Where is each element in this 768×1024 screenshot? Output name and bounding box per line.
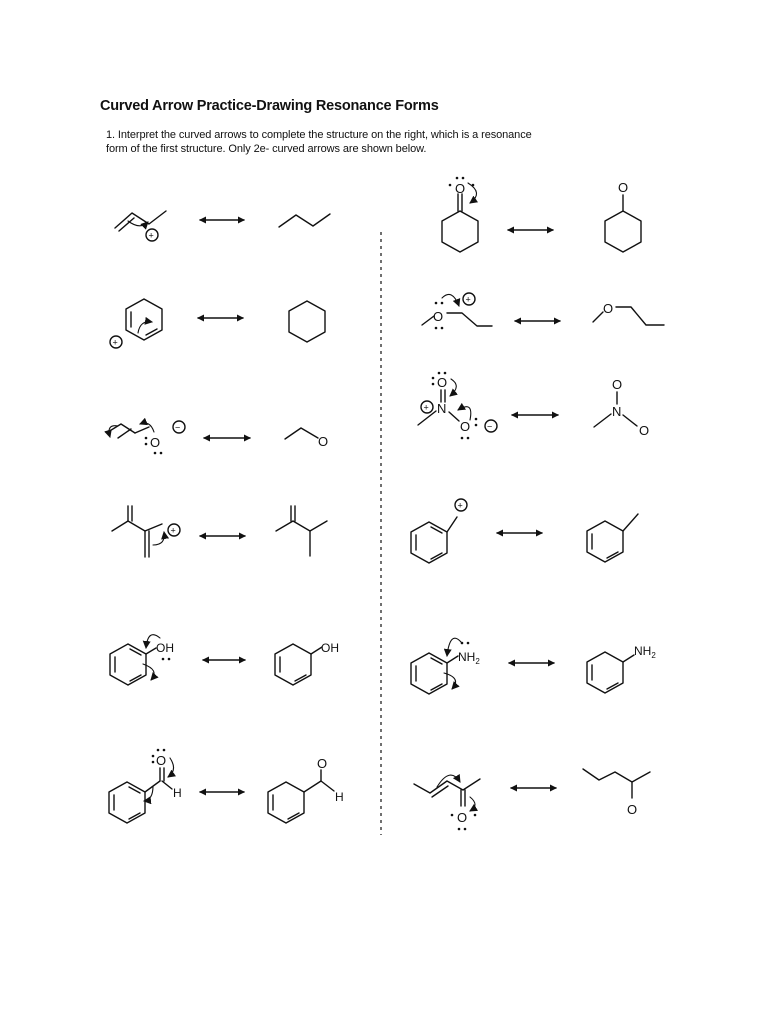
- hydroxyl-group: OH: [156, 641, 174, 655]
- problem-4-answer-skeleton: [276, 506, 327, 556]
- plus-charge: +: [112, 337, 118, 348]
- problem-8-answer-skeleton: [593, 301, 664, 325]
- hydroxyl-group: OH: [321, 641, 339, 655]
- problem-7-answer-skeleton: [605, 180, 641, 252]
- problem-9-start: [418, 372, 497, 440]
- oxygen-atom: O: [612, 377, 623, 392]
- plus-charge: +: [170, 525, 176, 536]
- oxygen-atom: O: [639, 423, 650, 438]
- oxygen-atom: O: [318, 434, 329, 449]
- oxygen-atom: O: [433, 309, 444, 324]
- problem-12-start: [414, 775, 480, 830]
- problem-3-start: [108, 421, 185, 454]
- problem-10-start: [411, 499, 467, 563]
- plus-charge: +: [465, 294, 471, 305]
- problem-6-start: [109, 749, 182, 823]
- amine-group: $NH_2$: [634, 644, 656, 660]
- problem-3-answer-skeleton: [285, 428, 328, 449]
- oxygen-atom: O: [437, 375, 448, 390]
- problem-6-answer-skeleton: [268, 756, 344, 823]
- plus-charge: +: [148, 230, 154, 241]
- problem-1-start: [115, 211, 166, 241]
- problem-11-start: [411, 638, 480, 694]
- problem-4-start: [112, 506, 180, 557]
- oxygen-atom: O: [317, 756, 328, 771]
- instruction-line-1: 1. Interpret the curved arrows to complete the structure on the right, which is a resonance: [106, 129, 532, 141]
- problem-5-answer-skeleton: [275, 641, 339, 685]
- oxygen-atom: O: [627, 802, 638, 817]
- amine-group: $NH_2$: [458, 650, 480, 666]
- problem-5-start: [110, 635, 174, 685]
- hydrogen-atom: H: [173, 786, 182, 800]
- problem-12-answer-skeleton: [583, 769, 650, 817]
- problem-11-answer-skeleton: [587, 644, 656, 693]
- oxygen-atom: O: [457, 810, 468, 825]
- problem-1-answer-skeleton: [279, 214, 330, 227]
- nitrogen-atom: N: [437, 401, 447, 416]
- oxygen-atom: O: [156, 753, 167, 768]
- problem-9-answer-skeleton: [594, 377, 649, 438]
- plus-charge: +: [423, 402, 429, 413]
- nitrogen-atom: N: [612, 404, 622, 419]
- hydrogen-atom: H: [335, 790, 344, 804]
- plus-charge: +: [457, 500, 463, 511]
- problem-2-start: [110, 299, 162, 348]
- minus-charge: −: [487, 421, 493, 432]
- problem-10-answer-skeleton: [587, 514, 638, 562]
- oxygen-atom: O: [460, 419, 471, 434]
- page-title: Curved Arrow Practice-Drawing Resonance Forms: [100, 98, 439, 114]
- instruction-line-2: form of the first structure. Only 2e- curved arrows are shown below.: [106, 143, 427, 155]
- minus-charge: −: [175, 422, 181, 433]
- problem-7-start: [442, 177, 478, 252]
- oxygen-atom: O: [150, 435, 161, 450]
- oxygen-atom: O: [455, 181, 466, 196]
- oxygen-atom: O: [603, 301, 614, 316]
- problem-2-answer-skeleton: [289, 301, 325, 342]
- problem-8-start: [422, 293, 492, 329]
- oxygen-atom: O: [618, 180, 629, 195]
